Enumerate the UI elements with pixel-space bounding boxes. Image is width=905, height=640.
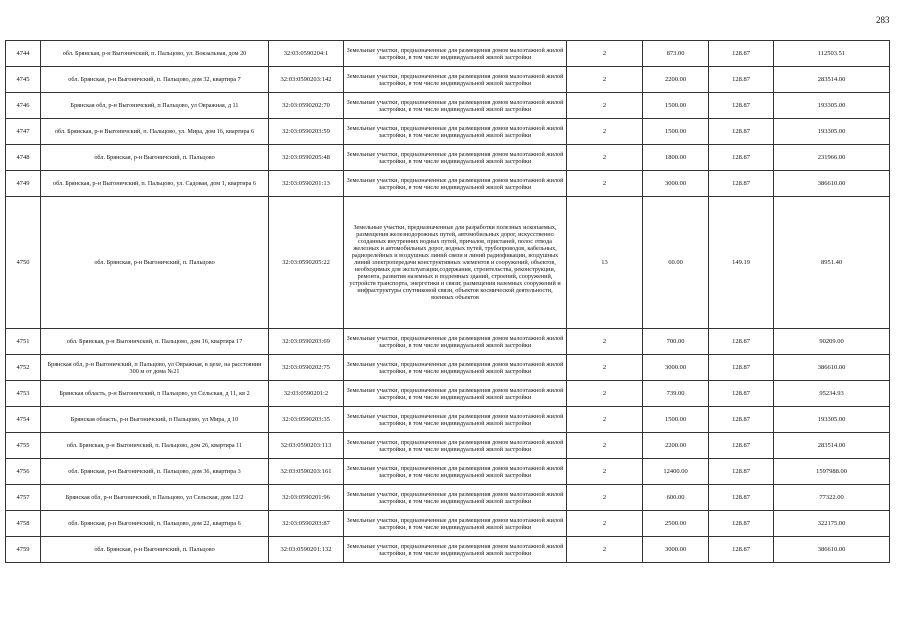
row-land-use: Земельные участки, предназначенные для размещения домов малоэтажной жилой застройки, в том числе индивидуальной жилой застройки xyxy=(344,145,567,171)
table-row xyxy=(6,119,890,145)
row-number: 4745 xyxy=(6,67,41,93)
table-row xyxy=(6,459,890,485)
row-land-use: Земельные участки, предназначенные для размещения домов малоэтажной жилой застройки, в том числе индивидуальной жилой застройки xyxy=(344,67,567,93)
row-number: 4746 xyxy=(6,93,41,119)
row-area: 60.00 xyxy=(643,197,709,329)
row-number: 4759 xyxy=(6,537,41,563)
row-address: обл. Брянская, р-н Выгоничский, п. Пальцово xyxy=(41,537,269,563)
row-rate: 128.87 xyxy=(709,537,774,563)
land-registry-table xyxy=(5,40,890,563)
row-address: обл. Брянская, р-н Выгоничский, п. Пальцово xyxy=(41,197,269,329)
row-rate: 128.87 xyxy=(709,355,774,381)
row-address: обл. Брянская, р-н Выгоничский, п. Пальцово, дом 16, квартира 17 xyxy=(41,329,269,355)
row-cadastral-number: 32:03:0590203:113 xyxy=(269,433,344,459)
row-cadastral-number: 32:03:0590205:48 xyxy=(269,145,344,171)
row-cadastral-number: 32:03:0590203:59 xyxy=(269,119,344,145)
row-land-use: Земельные участки, предназначенные для размещения домов малоэтажной жилой застройки, в том числе индивидуальной жилой застройки xyxy=(344,511,567,537)
row-address: обл. Брянская, р-н Выгоничский, п. Пальцово, ул. Вокзальная, дом 20 xyxy=(41,41,269,67)
row-land-use: Земельные участки, предназначенные для разработки полезных ископаемых, размещения железнодорожных путей, автомобильных дорог, искусственно созданных внутренних водных путей, причалов, пристаней, полос отвода железных и автомобильных дорог, водных путей, трубопроводов, кабельных, радиорелейных и воздушных линий связи и линий радиофикации, воздушных линий электропередачи конструктивных элементов и сооружений, объектов, необходимых для эксплуатации,содержания, строительства, реконструкции, ремонта, развития наземных и подземных зданий, строений, сооружений, устройств транспорта, энергетики и связи; размещения наземных сооружений и инфраструктуры спутниковой связи, объектов космической деятельности, военных объектов xyxy=(344,197,567,329)
row-number: 4749 xyxy=(6,171,41,197)
row-use-code: 2 xyxy=(567,433,643,459)
row-number: 4744 xyxy=(6,41,41,67)
row-land-use: Земельные участки, предназначенные для размещения домов малоэтажной жилой застройки, в том числе индивидуальной жилой застройки xyxy=(344,537,567,563)
row-land-use: Земельные участки, предназначенные для размещения домов малоэтажной жилой застройки, в том числе индивидуальной жилой застройки xyxy=(344,355,567,381)
row-area: 2200.00 xyxy=(643,67,709,93)
row-land-use: Земельные участки, предназначенные для размещения домов малоэтажной жилой застройки, в том числе индивидуальной жилой застройки xyxy=(344,119,567,145)
row-area: 600.00 xyxy=(643,485,709,511)
row-address: Брянская область, р-н Выгоничский, п Пальцово, ул Сельская, д 11, кв 2 xyxy=(41,381,269,407)
row-cadastral-value: 8951.40 xyxy=(774,197,890,329)
row-area: 1800.00 xyxy=(643,145,709,171)
row-area: 12400.00 xyxy=(643,459,709,485)
table-row xyxy=(6,171,890,197)
row-number: 4747 xyxy=(6,119,41,145)
row-area: 2200.00 xyxy=(643,433,709,459)
row-use-code: 2 xyxy=(567,537,643,563)
row-number: 4752 xyxy=(6,355,41,381)
table-row xyxy=(6,511,890,537)
row-rate: 128.87 xyxy=(709,93,774,119)
row-use-code: 2 xyxy=(567,511,643,537)
row-area: 1500.00 xyxy=(643,119,709,145)
row-use-code: 2 xyxy=(567,67,643,93)
row-cadastral-value: 1597988.00 xyxy=(774,459,890,485)
row-address: обл. Брянская, р-н Выгоничский, п. Пальцово, дом 26, квартира 11 xyxy=(41,433,269,459)
row-use-code: 2 xyxy=(567,119,643,145)
row-cadastral-value: 193305.00 xyxy=(774,119,890,145)
row-land-use: Земельные участки, предназначенные для размещения домов малоэтажной жилой застройки, в том числе индивидуальной жилой застройки xyxy=(344,41,567,67)
row-use-code: 2 xyxy=(567,459,643,485)
row-rate: 128.87 xyxy=(709,67,774,93)
table-row xyxy=(6,355,890,381)
row-cadastral-number: 32:03:0590203:69 xyxy=(269,329,344,355)
row-area: 3000.00 xyxy=(643,537,709,563)
row-rate: 128.87 xyxy=(709,119,774,145)
row-cadastral-number: 32:03:0590201:2 xyxy=(269,381,344,407)
row-land-use: Земельные участки, предназначенные для размещения домов малоэтажной жилой застройки, в том числе индивидуальной жилой застройки xyxy=(344,433,567,459)
row-rate: 128.87 xyxy=(709,433,774,459)
table-row xyxy=(6,41,890,67)
table-row xyxy=(6,329,890,355)
row-cadastral-number: 32:03:0590201:13 xyxy=(269,171,344,197)
row-number: 4758 xyxy=(6,511,41,537)
row-cadastral-value: 386610.00 xyxy=(774,171,890,197)
row-land-use: Земельные участки, предназначенные для размещения домов малоэтажной жилой застройки, в том числе индивидуальной жилой застройки xyxy=(344,459,567,485)
row-land-use: Земельные участки, предназначенные для размещения домов малоэтажной жилой застройки, в том числе индивидуальной жилой застройки xyxy=(344,407,567,433)
row-cadastral-number: 32:03:0590205:22 xyxy=(269,197,344,329)
row-land-use: Земельные участки, предназначенные для размещения домов малоэтажной жилой застройки, в том числе индивидуальной жилой застройки xyxy=(344,171,567,197)
table-row xyxy=(6,93,890,119)
row-cadastral-value: 322175.00 xyxy=(774,511,890,537)
row-use-code: 2 xyxy=(567,171,643,197)
row-use-code: 13 xyxy=(567,197,643,329)
row-use-code: 2 xyxy=(567,145,643,171)
page-number: 283 xyxy=(876,15,890,25)
table-row xyxy=(6,67,890,93)
row-number: 4753 xyxy=(6,381,41,407)
row-cadastral-number: 32:03:0590203:142 xyxy=(269,67,344,93)
row-address: обл. Брянская, р-н Выгоничский, п. Пальцово, дом 36, квартира 3 xyxy=(41,459,269,485)
table-row xyxy=(6,485,890,511)
row-cadastral-value: 112503.51 xyxy=(774,41,890,67)
row-rate: 149.19 xyxy=(709,197,774,329)
row-address: обл. Брянская, р-н Выгоничский, п. Пальцово, ул. Мира, дом 16, квартира 6 xyxy=(41,119,269,145)
row-cadastral-number: 32:03:0590201:132 xyxy=(269,537,344,563)
row-use-code: 2 xyxy=(567,485,643,511)
row-address: обл. Брянская, р-н Выгоничский, п. Пальцово, дом 32, квартира 7 xyxy=(41,67,269,93)
row-cadastral-value: 283514.00 xyxy=(774,67,890,93)
row-area: 2500.00 xyxy=(643,511,709,537)
row-use-code: 2 xyxy=(567,355,643,381)
row-land-use: Земельные участки, предназначенные для размещения домов малоэтажной жилой застройки, в том числе индивидуальной жилой застройки xyxy=(344,93,567,119)
row-use-code: 2 xyxy=(567,407,643,433)
row-cadastral-value: 95234.93 xyxy=(774,381,890,407)
row-area: 1500.00 xyxy=(643,93,709,119)
row-cadastral-number: 32:03:0590204:1 xyxy=(269,41,344,67)
row-rate: 128.87 xyxy=(709,459,774,485)
row-land-use: Земельные участки, предназначенные для размещения домов малоэтажной жилой застройки, в том числе индивидуальной жилой застройки xyxy=(344,329,567,355)
table-row xyxy=(6,381,890,407)
row-cadastral-number: 32:03:0590203:35 xyxy=(269,407,344,433)
row-number: 4751 xyxy=(6,329,41,355)
row-use-code: 2 xyxy=(567,41,643,67)
row-cadastral-number: 32:03:0590203:87 xyxy=(269,511,344,537)
row-rate: 128.87 xyxy=(709,511,774,537)
row-cadastral-value: 193305.00 xyxy=(774,93,890,119)
row-rate: 128.87 xyxy=(709,171,774,197)
row-rate: 128.87 xyxy=(709,407,774,433)
table-body xyxy=(6,41,890,563)
row-rate: 128.87 xyxy=(709,329,774,355)
row-area: 1500.00 xyxy=(643,407,709,433)
row-address: Брянская обл, р-н Выгоничский, п Пальцово, ул Овражная, в цехе, на расстоянии 300 м от дома №21 xyxy=(41,355,269,381)
row-address: обл. Брянская, р-н Выгоничский, п. Пальцово xyxy=(41,145,269,171)
row-address: Брянская обл, р-н Выгоничский, п Пальцово, ул Овражная, д 11 xyxy=(41,93,269,119)
row-area: 873.00 xyxy=(643,41,709,67)
row-use-code: 2 xyxy=(567,93,643,119)
table-row xyxy=(6,145,890,171)
row-number: 4756 xyxy=(6,459,41,485)
row-cadastral-value: 231966.00 xyxy=(774,145,890,171)
row-address: обл. Брянская, р-н Выгоничский, п. Пальцово, дом 22, квартира 6 xyxy=(41,511,269,537)
row-rate: 128.87 xyxy=(709,145,774,171)
table-row xyxy=(6,433,890,459)
table-row xyxy=(6,537,890,563)
row-cadastral-number: 32:03:0590202:70 xyxy=(269,93,344,119)
row-use-code: 2 xyxy=(567,329,643,355)
row-number: 4748 xyxy=(6,145,41,171)
row-cadastral-number: 32:03:0590202:75 xyxy=(269,355,344,381)
row-area: 700.00 xyxy=(643,329,709,355)
row-address: Брянская обл, р-н Выгоничский, п Пальцово, ул Сельская, дом 12/2 xyxy=(41,485,269,511)
row-cadastral-value: 193305.00 xyxy=(774,407,890,433)
row-area: 3000.00 xyxy=(643,171,709,197)
row-cadastral-value: 77322.00 xyxy=(774,485,890,511)
row-land-use: Земельные участки, предназначенные для размещения домов малоэтажной жилой застройки, в том числе индивидуальной жилой застройки xyxy=(344,381,567,407)
row-rate: 128.87 xyxy=(709,485,774,511)
row-cadastral-number: 32:03:0590203:161 xyxy=(269,459,344,485)
table-row xyxy=(6,197,890,329)
row-number: 4754 xyxy=(6,407,41,433)
row-cadastral-value: 386610.00 xyxy=(774,537,890,563)
row-cadastral-value: 283514.00 xyxy=(774,433,890,459)
row-area: 3000.00 xyxy=(643,355,709,381)
row-rate: 128.87 xyxy=(709,381,774,407)
row-land-use: Земельные участки, предназначенные для размещения домов малоэтажной жилой застройки, в том числе индивидуальной жилой застройки xyxy=(344,485,567,511)
row-area: 739.00 xyxy=(643,381,709,407)
row-cadastral-number: 32:03:0590201:96 xyxy=(269,485,344,511)
table-row xyxy=(6,407,890,433)
row-use-code: 2 xyxy=(567,381,643,407)
row-cadastral-value: 90209.00 xyxy=(774,329,890,355)
row-number: 4755 xyxy=(6,433,41,459)
row-cadastral-value: 386610.00 xyxy=(774,355,890,381)
row-number: 4750 xyxy=(6,197,41,329)
row-address: Брянская область, р-н Выгоничский, п Пальцово, ул Мира, д 10 xyxy=(41,407,269,433)
row-rate: 128.87 xyxy=(709,41,774,67)
row-address: обл. Брянская, р-н Выгоничский, п. Пальцово, ул. Садовая, дом 1, квартира 6 xyxy=(41,171,269,197)
row-number: 4757 xyxy=(6,485,41,511)
